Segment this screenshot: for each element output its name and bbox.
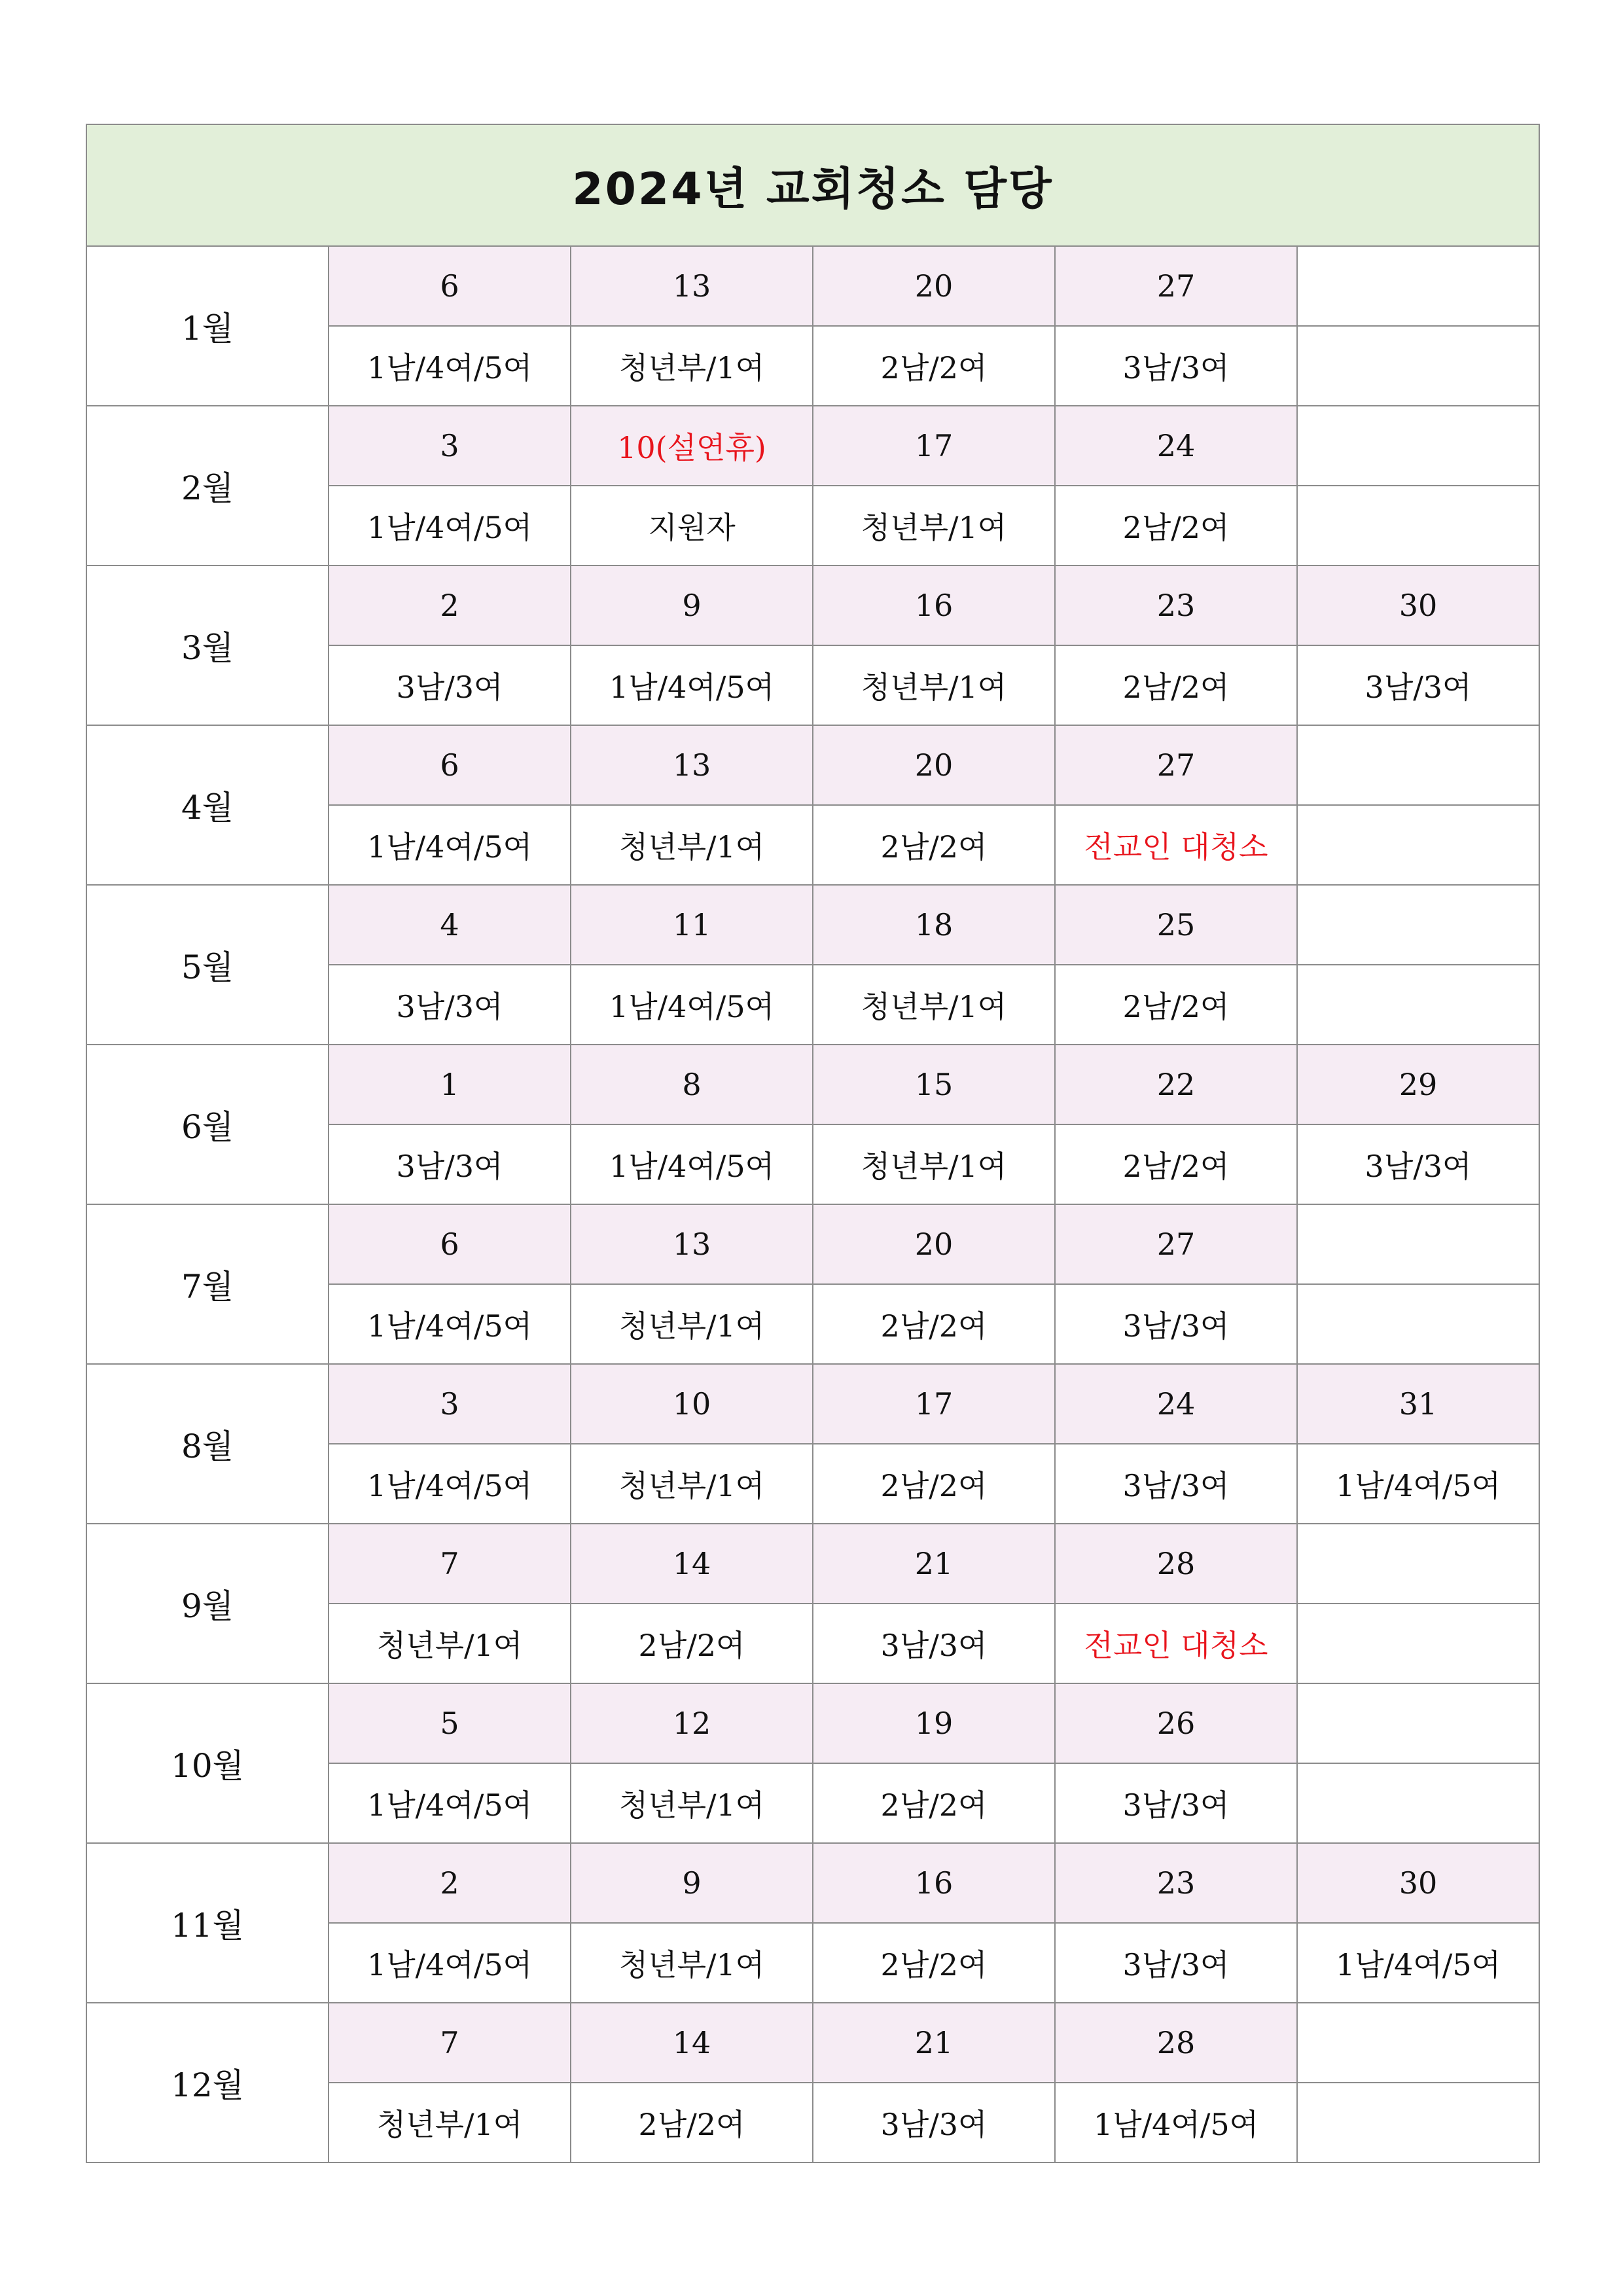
empty-date-cell (1297, 885, 1539, 965)
date-cell: 10 (571, 1364, 813, 1444)
month-label: 3월 (86, 565, 329, 725)
team-cell: 3남/3여 (813, 2083, 1055, 2162)
team-cell: 청년부/1여 (329, 2083, 571, 2162)
date-cell: 28 (1055, 2003, 1297, 2083)
empty-team-cell (1297, 1604, 1539, 1683)
month-date-row (86, 565, 1539, 645)
empty-date-cell (1297, 246, 1539, 326)
team-cell: 1남/4여/5여 (1297, 1923, 1539, 2003)
team-cell: 1남/4여/5여 (329, 805, 571, 885)
date-cell: 23 (1055, 1843, 1297, 1923)
month-label: 5월 (86, 885, 329, 1045)
month-date-row (86, 246, 1539, 326)
team-cell: 1남/4여/5여 (1055, 2083, 1297, 2162)
date-cell: 21 (813, 1524, 1055, 1604)
team-cell: 2남/2여 (813, 1444, 1055, 1524)
date-cell: 20 (813, 246, 1055, 326)
month-label: 6월 (86, 1045, 329, 1204)
month-label: 9월 (86, 1524, 329, 1683)
empty-date-cell (1297, 1204, 1539, 1284)
empty-team-cell (1297, 965, 1539, 1045)
date-cell: 9 (571, 1843, 813, 1923)
date-cell: 17 (813, 1364, 1055, 1444)
date-cell: 17 (813, 406, 1055, 486)
date-cell: 31 (1297, 1364, 1539, 1444)
team-cell: 3남/3여 (1055, 1284, 1297, 1364)
date-cell: 22 (1055, 1045, 1297, 1124)
title-cell (86, 124, 1539, 246)
team-cell: 3남/3여 (1055, 326, 1297, 406)
date-cell: 6 (329, 1204, 571, 1284)
team-cell: 청년부/1여 (571, 1923, 813, 2003)
month-date-row (86, 1524, 1539, 1604)
team-cell: 2남/2여 (813, 1284, 1055, 1364)
date-cell: 3 (329, 1364, 571, 1444)
month-date-row (86, 725, 1539, 805)
month-label: 11월 (86, 1843, 329, 2003)
date-cell: 16 (813, 1843, 1055, 1923)
team-cell: 2남/2여 (1055, 645, 1297, 725)
team-cell: 1남/4여/5여 (571, 965, 813, 1045)
team-cell: 청년부/1여 (813, 1124, 1055, 1204)
date-cell: 1 (329, 1045, 571, 1124)
date-cell: 14 (571, 2003, 813, 2083)
month-date-row (86, 1045, 1539, 1124)
date-cell: 23 (1055, 565, 1297, 645)
team-cell: 2남/2여 (1055, 965, 1297, 1045)
empty-team-cell (1297, 1763, 1539, 1843)
team-cell: 1남/4여/5여 (329, 1763, 571, 1843)
date-cell: 18 (813, 885, 1055, 965)
date-cell: 8 (571, 1045, 813, 1124)
team-cell: 3남/3여 (1297, 645, 1539, 725)
team-cell: 청년부/1여 (813, 486, 1055, 565)
team-cell: 1남/4여/5여 (329, 1284, 571, 1364)
team-cell: 청년부/1여 (329, 1604, 571, 1683)
team-cell: 3남/3여 (329, 965, 571, 1045)
date-cell: 30 (1297, 565, 1539, 645)
team-cell: 전교인 대청소 (1055, 805, 1297, 885)
month-date-row (86, 1843, 1539, 1923)
page-title: 2024년 교회청소 담당 (572, 163, 1054, 215)
date-cell: 6 (329, 725, 571, 805)
team-cell: 1남/4여/5여 (329, 1444, 571, 1524)
date-cell: 19 (813, 1683, 1055, 1763)
date-cell: 14 (571, 1524, 813, 1604)
date-cell: 27 (1055, 246, 1297, 326)
date-cell: 7 (329, 2003, 571, 2083)
empty-date-cell (1297, 406, 1539, 486)
month-date-row (86, 2003, 1539, 2083)
month-label: 12월 (86, 2003, 329, 2162)
date-cell: 20 (813, 1204, 1055, 1284)
month-label: 2월 (86, 406, 329, 565)
team-cell: 3남/3여 (813, 1604, 1055, 1683)
team-cell: 1남/4여/5여 (329, 486, 571, 565)
team-cell: 전교인 대청소 (1055, 1604, 1297, 1683)
date-cell: 16 (813, 565, 1055, 645)
empty-date-cell (1297, 725, 1539, 805)
date-cell: 2 (329, 1843, 571, 1923)
title-row (86, 124, 1539, 246)
date-cell: 3 (329, 406, 571, 486)
month-label: 1월 (86, 246, 329, 406)
empty-team-cell (1297, 805, 1539, 885)
date-cell: 29 (1297, 1045, 1539, 1124)
team-cell: 3남/3여 (329, 645, 571, 725)
team-cell: 3남/3여 (329, 1124, 571, 1204)
date-cell: 24 (1055, 1364, 1297, 1444)
date-cell: 25 (1055, 885, 1297, 965)
team-cell: 청년부/1여 (813, 645, 1055, 725)
date-cell: 10(설연휴) (571, 406, 813, 486)
team-cell: 지원자 (571, 486, 813, 565)
date-cell: 7 (329, 1524, 571, 1604)
date-cell: 12 (571, 1683, 813, 1763)
empty-date-cell (1297, 1683, 1539, 1763)
date-cell: 30 (1297, 1843, 1539, 1923)
team-cell: 2남/2여 (813, 1763, 1055, 1843)
date-cell: 27 (1055, 1204, 1297, 1284)
team-cell: 3남/3여 (1297, 1124, 1539, 1204)
empty-date-cell (1297, 1524, 1539, 1604)
team-cell: 1남/4여/5여 (1297, 1444, 1539, 1524)
date-cell: 20 (813, 725, 1055, 805)
team-cell: 1남/4여/5여 (571, 645, 813, 725)
team-cell: 2남/2여 (571, 1604, 813, 1683)
month-date-row (86, 406, 1539, 486)
cleaning-schedule-table (86, 124, 1540, 2163)
team-cell: 3남/3여 (1055, 1763, 1297, 1843)
team-cell: 2남/2여 (1055, 486, 1297, 565)
empty-team-cell (1297, 2083, 1539, 2162)
date-cell: 9 (571, 565, 813, 645)
date-cell: 4 (329, 885, 571, 965)
team-cell: 청년부/1여 (571, 1763, 813, 1843)
date-cell: 13 (571, 725, 813, 805)
team-cell: 1남/4여/5여 (571, 1124, 813, 1204)
empty-team-cell (1297, 486, 1539, 565)
team-cell: 1남/4여/5여 (329, 326, 571, 406)
date-cell: 2 (329, 565, 571, 645)
empty-team-cell (1297, 326, 1539, 406)
team-cell: 2남/2여 (813, 805, 1055, 885)
month-label: 4월 (86, 725, 329, 885)
team-cell: 청년부/1여 (571, 1284, 813, 1364)
team-cell: 2남/2여 (813, 326, 1055, 406)
month-label: 10월 (86, 1683, 329, 1843)
date-cell: 15 (813, 1045, 1055, 1124)
date-cell: 28 (1055, 1524, 1297, 1604)
month-label: 7월 (86, 1204, 329, 1364)
month-label: 8월 (86, 1364, 329, 1524)
date-cell: 6 (329, 246, 571, 326)
date-cell: 5 (329, 1683, 571, 1763)
team-cell: 3남/3여 (1055, 1444, 1297, 1524)
empty-date-cell (1297, 2003, 1539, 2083)
team-cell: 2남/2여 (1055, 1124, 1297, 1204)
date-cell: 26 (1055, 1683, 1297, 1763)
month-date-row (86, 1683, 1539, 1763)
team-cell: 2남/2여 (571, 2083, 813, 2162)
team-cell: 청년부/1여 (571, 1444, 813, 1524)
date-cell: 11 (571, 885, 813, 965)
month-date-row (86, 1364, 1539, 1444)
date-cell: 27 (1055, 725, 1297, 805)
empty-team-cell (1297, 1284, 1539, 1364)
month-date-row (86, 885, 1539, 965)
date-cell: 13 (571, 1204, 813, 1284)
team-cell: 1남/4여/5여 (329, 1923, 571, 2003)
date-cell: 24 (1055, 406, 1297, 486)
month-date-row (86, 1204, 1539, 1284)
date-cell: 21 (813, 2003, 1055, 2083)
date-cell: 13 (571, 246, 813, 326)
team-cell: 청년부/1여 (571, 326, 813, 406)
team-cell: 2남/2여 (813, 1923, 1055, 2003)
team-cell: 청년부/1여 (813, 965, 1055, 1045)
team-cell: 청년부/1여 (571, 805, 813, 885)
team-cell: 3남/3여 (1055, 1923, 1297, 2003)
